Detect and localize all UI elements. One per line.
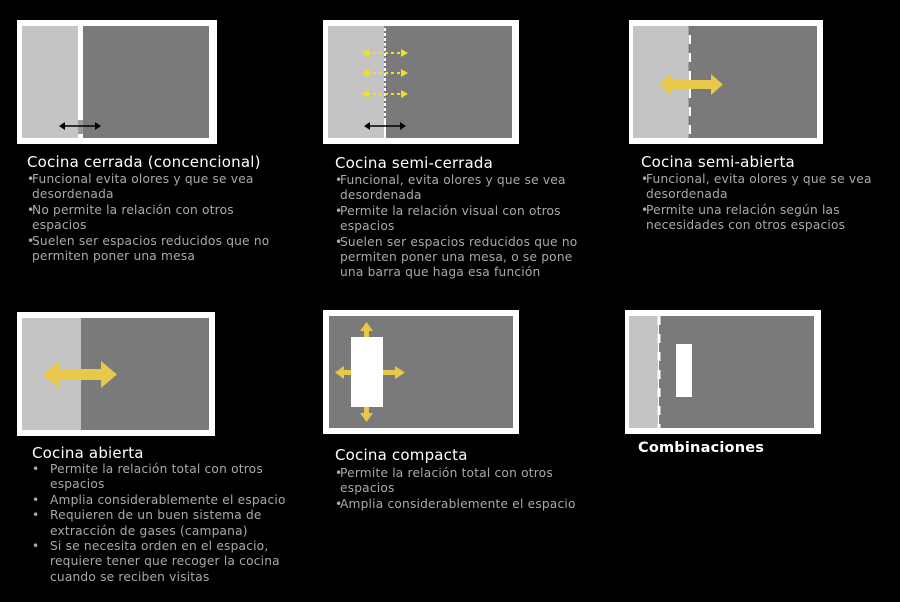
- room-area: [83, 26, 209, 138]
- diagram-cocina-abierta: [17, 312, 215, 436]
- panel-title-cocina-abierta: Cocina abierta: [32, 444, 144, 462]
- panel-bullets-cocina-compacta: [335, 466, 585, 512]
- panel-title-cocina-compacta: Cocina compacta: [335, 446, 468, 464]
- diagram-cocina-cerrada: [17, 20, 217, 144]
- list-item: • Funcional, evita olores y que se vea desordenada: [641, 172, 891, 203]
- list-item: • Suelen ser espacios reducidos que no permiten poner una mesa, o se pone una barra que haga esa función: [335, 235, 597, 281]
- panel-bullets-cocina-cerrada: [27, 172, 292, 264]
- panel-bullets-cocina-semi-cerrada: [335, 173, 597, 281]
- list-item: • Permite la relación total con otros espacios: [28, 462, 303, 493]
- list-item: • Funcional evita olores y que se vea desordenada: [27, 172, 292, 203]
- list-item: • Requieren de un buen sistema de extracción de gases (campana): [28, 508, 303, 539]
- kitchen-area: [328, 26, 384, 138]
- list-item: • Funcional, evita olores y que se vea desordenada: [335, 173, 597, 204]
- diagram-cocina-semi-abierta: [629, 20, 823, 144]
- panel-title-combinaciones: Combinaciones: [638, 440, 765, 456]
- island-block: [676, 344, 692, 397]
- list-item: • Si se necesita orden en el espacio, requiere tener que recoger la cocina cuando se reciben visitas: [28, 539, 303, 585]
- panel-bullets-cocina-abierta: [28, 462, 303, 585]
- list-item: • No permite la relación con otros espacios: [27, 203, 292, 234]
- list-item: • Permite la relación visual con otros espacios: [335, 204, 597, 235]
- list-item: • Permite la relación total con otros espacios: [335, 466, 585, 497]
- list-item: • Amplia considerablemente el espacio: [335, 497, 585, 512]
- door-gap: [78, 120, 83, 134]
- diagram-cocina-semi-cerrada: [323, 20, 519, 144]
- kitchen-area: [629, 316, 658, 428]
- compact-kitchen-block: [351, 337, 383, 407]
- diagram-combinaciones: [625, 310, 821, 434]
- panel-title-cocina-semi-cerrada: Cocina semi-cerrada: [335, 154, 494, 172]
- list-item: • Amplia considerablemente el espacio: [28, 493, 303, 508]
- diagram-cocina-compacta: [323, 310, 519, 434]
- list-item: • Suelen ser espacios reducidos que no permiten poner una mesa: [27, 234, 292, 265]
- panel-title-cocina-cerrada: Cocina cerrada (concencional): [27, 153, 261, 171]
- list-item: • Permite una relación según las necesidades con otros espacios: [641, 203, 891, 234]
- panel-bullets-cocina-semi-abierta: [641, 172, 891, 234]
- panel-title-cocina-semi-abierta: Cocina semi-abierta: [641, 153, 795, 171]
- kitchen-area: [22, 26, 78, 138]
- room-area: [386, 26, 512, 138]
